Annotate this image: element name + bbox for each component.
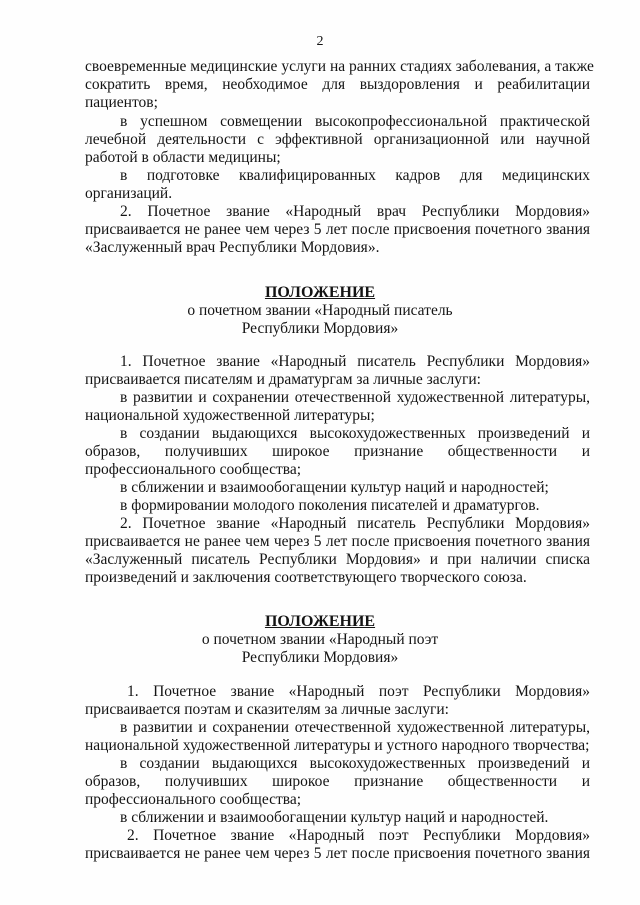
text-line: образов, получивших широкое признание общественности и: [85, 773, 590, 790]
text-line: организаций.: [85, 185, 173, 202]
text-line: в успешном совмещении высокопрофессиональной практической: [120, 113, 590, 130]
text-line: работой в области медицины;: [85, 149, 281, 166]
text-line: произведений и заключения соответствующего творческого союза.: [85, 569, 527, 586]
text-line: в создании выдающихся высокохудожественных произведений и: [120, 755, 590, 772]
text-line: «Заслуженный писатель Республики Мордовия» и при наличии списка: [85, 551, 590, 568]
text-line: лечебной деятельности с эффективной организационной или научной: [85, 131, 590, 148]
section-subtitle: о почетном звании «Народный поэт: [201, 631, 439, 648]
text-line: 1. Почетное звание «Народный писатель Республики Мордовия»: [120, 353, 590, 370]
text-line: 2. Почетное звание «Народный поэт Республики Мордовия»: [127, 827, 590, 844]
text-line: присваивается не ранее чем через 5 лет после присвоения почетного звания: [85, 221, 590, 238]
text-line: в формировании молодого поколения писателей и драматургов.: [120, 497, 540, 514]
page-number: 2: [316, 34, 324, 49]
text-line: своевременные медицинские услуги на ранних стадиях заболевания, а также: [85, 58, 594, 75]
text-line: 1. Почетное звание «Народный поэт Республики Мордовия»: [127, 683, 590, 700]
text-line: присваивается не ранее чем через 5 лет после присвоения почетного звания: [85, 533, 590, 550]
text-line: пациентов;: [85, 94, 158, 111]
text-line: «Заслуженный врач Республики Мордовия».: [85, 239, 380, 256]
text-line: в сближении и взаимообогащении культур наций и народностей.: [120, 809, 549, 826]
text-line: профессионального сообщества;: [85, 791, 302, 808]
text-line: национальной художественной литературы и устного народного творчества;: [85, 737, 590, 754]
text-line: национальной художественной литературы;: [85, 407, 375, 424]
text-line: 2. Почетное звание «Народный врач Республики Мордовия»: [120, 203, 590, 220]
text-line: присваивается писателям и драматургам за личные заслуги:: [85, 371, 481, 388]
section-subtitle: Республики Мордовия»: [241, 320, 399, 337]
text-line: в развитии и сохранении отечественной художественной литературы,: [120, 719, 590, 736]
text-line: профессионального сообщества;: [85, 461, 302, 478]
text-line: в развитии и сохранении отечественной художественной литературы,: [120, 389, 590, 406]
text-line: присваивается не ранее чем через 5 лет после присвоения почетного звания: [85, 845, 590, 862]
text-line: образов, получивших широкое признание общественности и: [85, 443, 590, 460]
text-line: 2. Почетное звание «Народный писатель Республики Мордовия»: [120, 515, 590, 532]
section-subtitle: Республики Мордовия»: [241, 649, 399, 666]
text-line: в сближении и взаимообогащении культур наций и народностей;: [120, 479, 549, 496]
text-line: сократить время, необходимое для выздоровления и реабилитации: [85, 76, 590, 93]
section-heading: ПОЛОЖЕНИЕ: [264, 613, 376, 630]
section-subtitle: о почетном звании «Народный писатель: [187, 302, 453, 319]
section-heading: ПОЛОЖЕНИЕ: [264, 284, 376, 301]
text-line: присваивается поэтам и сказителям за личные заслуги:: [85, 701, 449, 718]
text-line: в подготовке квалифицированных кадров для медицинских: [120, 167, 590, 184]
text-line: в создании выдающихся высокохудожественных произведений и: [120, 425, 590, 442]
